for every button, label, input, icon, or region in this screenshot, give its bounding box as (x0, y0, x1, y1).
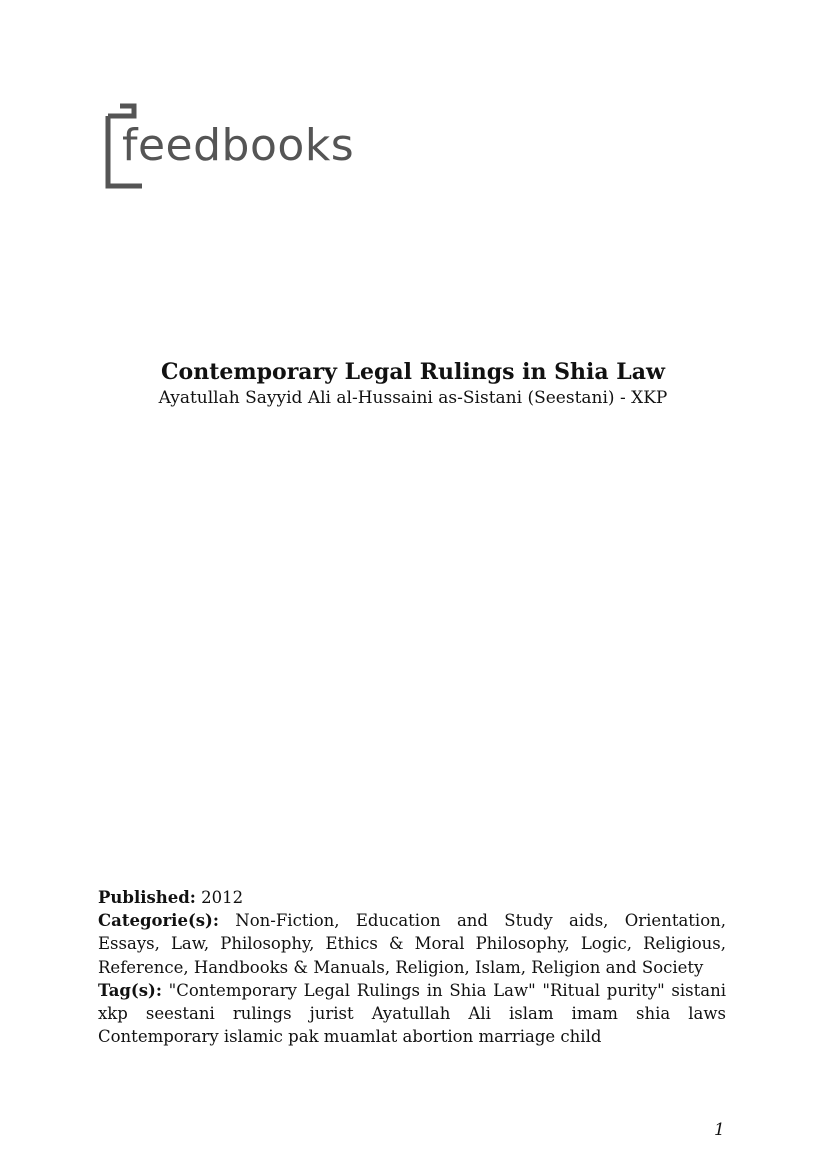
page-number: 1 (714, 1120, 725, 1140)
book-title: Contemporary Legal Rulings in Shia Law (161, 359, 665, 385)
title-block (0, 358, 826, 410)
published-label: Published: (98, 888, 196, 907)
tags-label: Tag(s): (98, 980, 162, 1000)
tags-value: "Contemporary Legal Rulings in Shia Law" "Ritual purity" sistani xkp seestani rulings jurist Ayatullah Ali islam imam shia laws Contemporary islamic pak muamlat abortion marriage child (98, 980, 726, 1047)
logo-wordmark: feedbooks (122, 120, 355, 171)
tags-line (98, 979, 726, 1049)
feedbooks-logo (104, 102, 364, 192)
categories-label: Categorie(s): (98, 911, 219, 931)
categories-value: Non-Fiction, Education and Study aids, Orientation, Essays, Law, Philosophy, Ethics & Moral Philosophy, Logic, Religious, Reference, Handbooks & Manuals, Religion, Islam, Religion and Society (98, 911, 727, 977)
book-metadata (98, 886, 726, 1048)
published-line (98, 886, 726, 909)
published-value: 2012 (201, 888, 244, 907)
categories-line (98, 909, 726, 979)
book-author: Ayatullah Sayyid Ali al-Hussaini as-Sistani (Seestani) - XKP (158, 388, 668, 408)
